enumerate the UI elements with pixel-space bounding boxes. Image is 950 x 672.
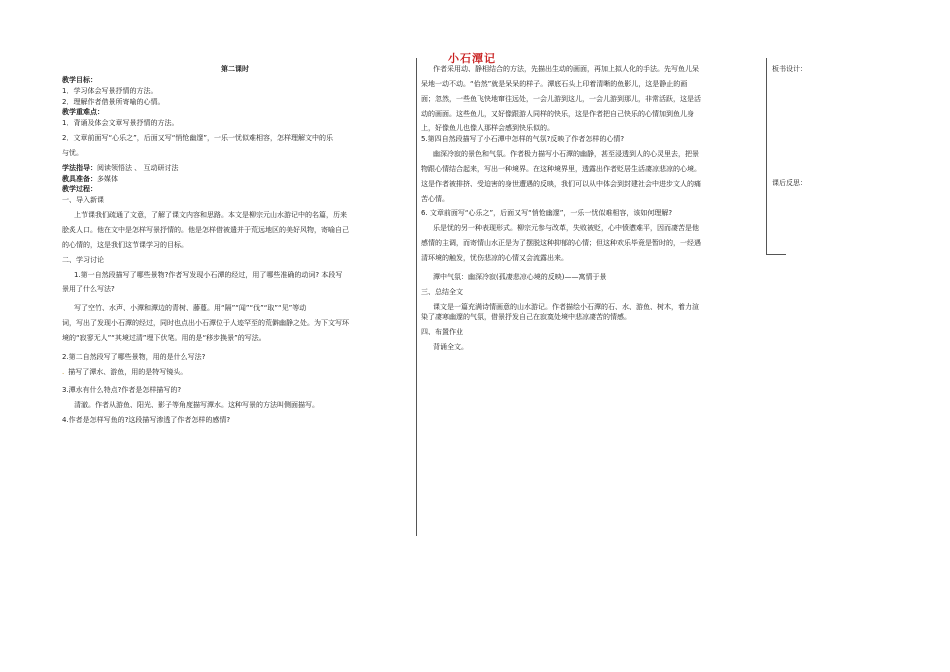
section-heading: 二、学习讨论 xyxy=(62,255,104,264)
goal-item: 2．理解作者借景所寄喻的心情。 xyxy=(62,97,165,106)
summary-line: 潭中气氛：幽深冷寂(孤凄悲凉心境的反映)——寓情于景 xyxy=(433,272,607,281)
paragraph-line: 染了凄寒幽邃的气氛，借景抒发自己在寂寞处境中悲凉凄苦的情感。 xyxy=(421,313,631,322)
answer-line: 词，写出了发现小石潭的经过，同时也点出小石潭位于人迹罕至的荒僻幽静之处。为下文写环 xyxy=(62,319,349,328)
key-point-item: 2．文章前面写“心乐之”，后面又写“悄怆幽邃”，一乐一忧似难相容，怎样理解文中的乐 xyxy=(62,134,333,143)
section-heading: 一、导入新课 xyxy=(62,196,104,205)
section-heading: 四、布置作业 xyxy=(421,328,463,337)
key-points-heading: 教学重难点： xyxy=(62,108,104,117)
paragraph-line: 动的画面。这些鱼儿，又好像跟游人同样的快乐，这是作者把自己快乐的心情加到鱼儿身 xyxy=(421,109,694,118)
answer-line: 这是作者被排挤、受迫害的身世遭遇的反映，我们可以从中体会到封建社会中进步文人的痛 xyxy=(421,179,701,188)
paragraph-line: 的心情的，这是我们这节课学习的目标。 xyxy=(62,240,188,249)
key-point-item: 1．背诵及体会文章写景抒情的方法。 xyxy=(62,119,179,128)
homework-text: 背诵全文。 xyxy=(433,343,468,352)
answer-line: 苦心情。 xyxy=(421,194,449,203)
answer-line: 写了空竹、水声、小潭和潭边的青树、藤蔓。用“隔”“闻”“伐”“取”“见”等动 xyxy=(74,304,307,313)
goal-item: 1．学习体会写景抒情的方法。 xyxy=(62,86,158,95)
question-line: 2.第二自然段写了哪些景物，用的是什么写法? xyxy=(62,352,206,361)
process-heading: 教学过程： xyxy=(62,185,97,194)
middle-column xyxy=(421,64,767,353)
right-column xyxy=(772,64,882,189)
method-label: 学法指导： xyxy=(62,163,97,172)
board-design-label: 板书设计： xyxy=(772,65,807,73)
goals-heading: 教学目标： xyxy=(62,75,97,84)
paragraph-line: 呆地一动不动。“佁然”就是呆呆的样子。潭底石头上印着清晰的鱼影儿，这是静止的画 xyxy=(421,79,688,88)
key-point-item: 与忧。 xyxy=(62,148,83,157)
answer-line: 感情的主调，而寄情山水正是为了摆脱这种抑郁的心情；但这种欢乐毕竟是暂时的，一经遇 xyxy=(421,239,701,248)
section-heading: 三、总结全文 xyxy=(421,287,463,296)
paragraph-line: 上节课我们疏通了文意，了解了课文内容和思路。本文是柳宗元山水游记中的名篇，历来 xyxy=(74,211,347,220)
question-line: 1.第一自然段描写了哪些景物?作者写发现小石潭的经过，用了哪些准确的动词? 本段写 xyxy=(74,270,343,279)
question-line: 4.作者是怎样写鱼的?这段描写渗透了作者怎样的感情? xyxy=(62,416,231,425)
document-title: 小石潭记 xyxy=(448,52,496,65)
paragraph-line: 课文是一篇充满诗情画意的山水游记。作者描绘小石潭的石、水、游鱼、树木，着力渲 xyxy=(433,302,699,311)
column-divider-left xyxy=(416,58,417,536)
answer-line: 清澈。作者从游鱼、阳光、影子等角度描写潭水。这种写景的方法叫侧面描写。 xyxy=(74,401,319,410)
answer-line: 清环境的触发，忧伤悲凉的心情又会流露出来。 xyxy=(421,253,568,262)
answer-line: 境的“寂寥无人”“其境过清”埋下伏笔。用的是“移步换景”的写法。 xyxy=(62,333,266,342)
question-line: 5.第四自然段描写了小石潭中怎样的气氛?反映了作者怎样的心情? xyxy=(421,135,625,144)
lesson-label: 第二课时 xyxy=(221,65,249,73)
answer-line: 乐是忧的另一种表现形式。柳宗元参与改革，失败被贬，心中愤懑难平，因而凄苦是他 xyxy=(433,224,699,233)
question-line: 3.潭水有什么特点?作者是怎样描写的? xyxy=(62,386,182,395)
reflection-label: 课后反思： xyxy=(772,178,807,187)
answer-line: 幽深冷寂的景色和气氛。作者极力描写小石潭的幽静，甚至浸透到人的心灵里去，把景 xyxy=(433,150,699,159)
tools-label: 教具准备： xyxy=(62,174,97,183)
question-line: 景用了什么写法? xyxy=(62,285,115,294)
method-b: 、 互动研讨法 xyxy=(134,163,179,172)
answer-line: 物跟心情结合起来，写出一种境界。在这种境界里，透露出作者贬居生活凄凉悲凉的心境。 xyxy=(421,164,701,173)
paragraph-line: 上，好像鱼儿也像人那样会感到快乐似的。 xyxy=(421,124,554,133)
left-column xyxy=(62,64,408,426)
question-line: 6. 文章前面写“心乐之”，后面又写“悄怆幽邃”，一乐一忧似难相容，该如何理解? xyxy=(421,209,673,218)
bullet-mark: . xyxy=(62,367,65,376)
paragraph-line: 脍炙人口。他在文中是怎样写景抒情的。他是怎样借被遣并于荒远地区的美好风物，寄喻自己 xyxy=(62,225,349,234)
paragraph-line: 面；忽然，一些鱼飞快地窜往远处，一会儿游到这儿，一会儿游到那儿，非常活跃，这是活 xyxy=(421,94,701,103)
right-column-rule xyxy=(766,254,786,255)
answer-line: 描写了潭水、游鱼，用的是特写镜头。 xyxy=(68,367,188,376)
method-a: 阅读领悟法 xyxy=(97,163,132,172)
tools-value: 多媒体 xyxy=(97,174,118,183)
paragraph-line: 作者采用动、静相结合的方法，先描出生动的画面，再加上拟人化的手法。先写鱼儿呆 xyxy=(433,65,699,73)
